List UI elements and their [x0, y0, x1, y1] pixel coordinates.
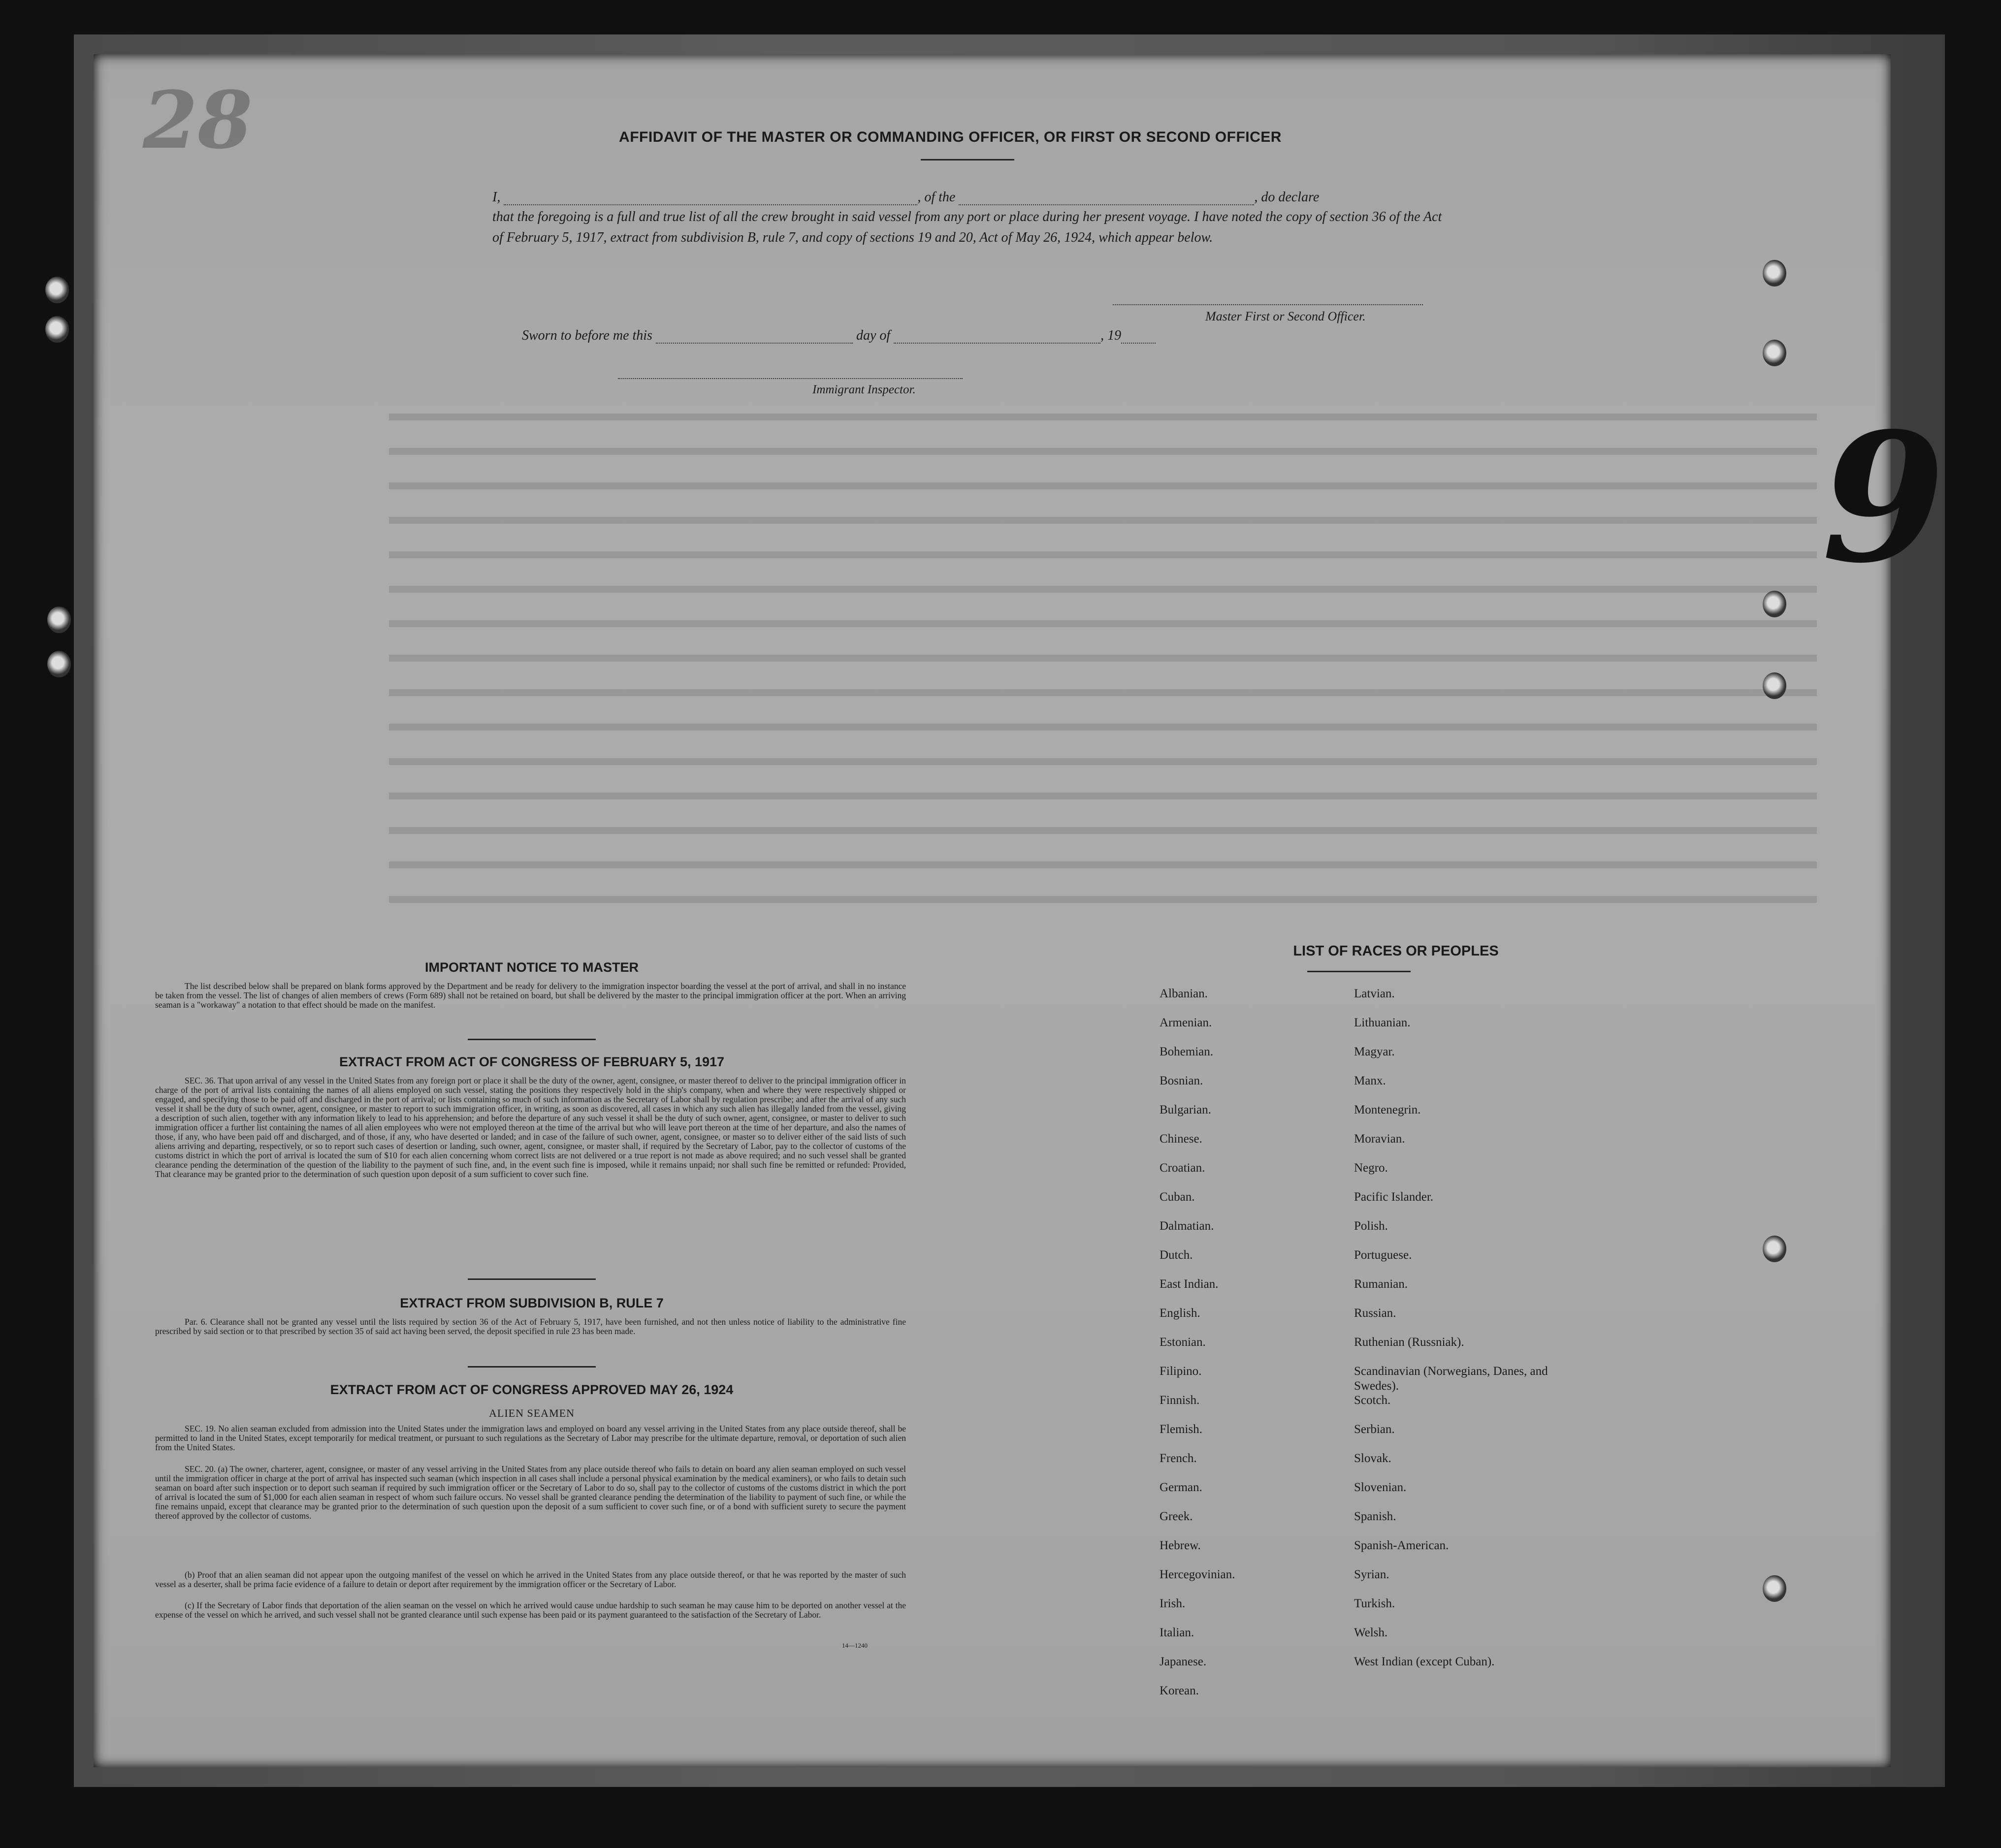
races-heading: LIST OF RACES OR PEOPLES [1293, 943, 1499, 959]
month-blank [894, 331, 1100, 344]
bleed-through-row [389, 414, 1817, 420]
binder-hole [1763, 591, 1786, 617]
race-item: Estonian. [1160, 1336, 1206, 1349]
affidavit-body: that the foregoing is a full and true list of all the crew brought in said vessel from any port or place during her present voyage. I have noted the copy of section 36 of the Act of February 5, 1917, extract from subdivision B, rule 7, and copy of sections 19 and 20, Act of May 26, 1924, which appear below. [492, 209, 1442, 245]
binder-hole [1763, 1236, 1786, 1262]
race-item: Bulgarian. [1160, 1103, 1211, 1116]
race-item: Lithuanian. [1354, 1016, 1411, 1029]
bleed-through-row [389, 655, 1817, 662]
sworn-text: Sworn to before me this [522, 328, 652, 343]
rule7-heading: EXTRACT FROM SUBDIVISION B, RULE 7 [400, 1296, 664, 1310]
race-item: Finnish. [1160, 1394, 1200, 1407]
race-item: Japanese. [1160, 1655, 1207, 1668]
race-item: Magyar. [1354, 1045, 1395, 1058]
vessel-blank [959, 192, 1254, 205]
affidavit-i: I, [492, 190, 501, 205]
race-item: Irish. [1160, 1597, 1186, 1610]
bleed-through-row [389, 896, 1817, 903]
inspector-signature-label: Immigrant Inspector. [812, 383, 916, 396]
race-item: Korean. [1160, 1684, 1199, 1697]
sworn-date-blank [656, 331, 853, 344]
races-column-2 [1354, 987, 1571, 1684]
binder-hole [45, 277, 69, 303]
name-blank [504, 192, 917, 205]
affidavit-declaration-line [492, 190, 1319, 205]
race-item: West Indian (except Cuban). [1354, 1655, 1495, 1668]
alien-seamen-subheading: ALIEN SEAMEN [489, 1407, 575, 1419]
binder-hole [1763, 1575, 1786, 1602]
race-item: English. [1160, 1306, 1200, 1320]
race-item: French. [1160, 1452, 1197, 1465]
race-item: Rumanian. [1354, 1277, 1408, 1291]
bleed-through-row [389, 827, 1817, 834]
binder-hole [45, 316, 69, 343]
bleed-through-row [389, 586, 1817, 593]
races-divider [1307, 971, 1411, 972]
race-item: Slovenian. [1354, 1481, 1407, 1494]
race-item: Serbian. [1354, 1423, 1395, 1436]
title-divider [921, 159, 1014, 160]
sec20c-text: (c) If the Secretary of Labor finds that deportation of the alien seaman on the vessel on which he arrived would cause undue hardship to such seaman he may cause him to be deported on another vessel at the expense of the vessel on which he arrived, and such vessel shall not be granted clearance until such expense has been paid or its payment guaranteed to the satisfaction of the Secretary of Labor. [155, 1600, 906, 1620]
race-item: Flemish. [1160, 1423, 1202, 1436]
bleed-through-row [389, 448, 1817, 455]
sec20b-text: (b) Proof that an alien seaman did not appear upon the outgoing manifest of the vessel on which he arrived in the United States from any place outside thereof, or that he was reported by the master of such vessel as a deserter, shall be prima facie evidence of a failure to detain or deport after requirement by the immigration officer or the Secretary of Labor. [155, 1570, 906, 1589]
bleed-through-row [389, 689, 1817, 696]
extract-1917-heading: EXTRACT FROM ACT OF CONGRESS OF FEBRUARY 5, 1917 [339, 1054, 725, 1069]
race-item: Armenian. [1160, 1016, 1212, 1029]
race-item: Hebrew. [1160, 1539, 1201, 1552]
race-item: German. [1160, 1481, 1202, 1494]
sworn-line [522, 328, 1156, 344]
race-item: Portuguese. [1354, 1248, 1412, 1262]
bleed-through-row [389, 517, 1817, 524]
race-item: Pacific Islander. [1354, 1190, 1434, 1204]
races-column-1 [1160, 987, 1347, 1713]
section-divider [468, 1039, 596, 1040]
binder-hole [47, 606, 71, 633]
day-of-text: day of [856, 328, 891, 343]
extract-1917-text: SEC. 36. That upon arrival of any vessel in the United States from any foreign port or place it shall be the duty of the owner, agent, consignee, or master thereof to deliver to the principal immigration officer in charge of the port of arrival lists containing the names of all aliens employed on such vessel, stating the positions they respectively hold in the ship's company, when and where they were respectively shipped or engaged, and specifying those to be paid off and discharged in the port of arrival; or lists containing so much of such information as the Secretary of Labor shall by regulation prescribe; and after the arrival of any such vessel it shall be the duty of such owner, agent, consignee, or master to report to such immigration officer, in writing, as soon as discovered, all cases in which any such alien has illegally landed from the vessel, giving a description of such alien, together with any information likely to lead to his apprehension; and before the departure of any such vessel it shall be the duty of such owner, agent, consignee, or master to deliver to such immigration officer a further list containing the names of all alien employees who were not employed thereon at the time of the arrival but who will leave port thereon at the time of her departure, and also the names of those, if any, who have been paid off and discharged, and of those, if any, who have deserted or landed; and in case of the failure of such owner, agent, consignee, or master so to deliver either of the said lists of such aliens arriving and departing, respectively, or so to report such cases of desertion or landing, such owner, agent, consignee, or master shall, if required by the Secretary of Labor, pay to the collector of customs of the customs district in which the port of arrival is located the sum of $10 for each alien concerning whom correct lists are not delivered or a true report is not made as above required; and no such vessel shall be granted clearance pending the determination of the question of the liability to the payment of such fine, and, in the event such fine is imposed, while it remains unpaid; nor shall such fine be remitted or refunded: Provided, That clearance may be granted prior to the determination of such question upon deposit of a sum sufficient to cover such fine. [155, 1076, 906, 1179]
race-item: Cuban. [1160, 1190, 1195, 1204]
bleed-through-row [389, 724, 1817, 731]
race-item: Montenegrin. [1354, 1103, 1421, 1116]
race-item: Italian. [1160, 1626, 1194, 1639]
bleed-through-row [389, 620, 1817, 627]
race-item: Welsh. [1354, 1626, 1388, 1639]
race-item: Manx. [1354, 1074, 1386, 1087]
race-item: Albanian. [1160, 987, 1208, 1000]
binder-hole [1763, 672, 1786, 699]
handwritten-folio-number: 9 [1822, 394, 1945, 602]
master-signature-line [1113, 304, 1423, 305]
race-item: Polish. [1354, 1219, 1388, 1233]
affidavit-of-the: , of the [917, 190, 956, 205]
sec19-text: SEC. 19. No alien seaman excluded from admission into the United States under the immigration laws and employed on board any vessel arriving in the United States from any place outside thereof, shall be permitted to land in the United States, except temporarily for medical treatment, or pursuant to such regulations as the Secretary of Labor may prescribe for the ultimate departure, removal, or deportation of such alien from the United States. [155, 1424, 906, 1452]
race-item: Moravian. [1354, 1132, 1405, 1146]
bleed-through-row [389, 793, 1817, 799]
extract-1924-heading: EXTRACT FROM ACT OF CONGRESS APPROVED MAY 26, 1924 [330, 1382, 734, 1397]
year-text: , 19 [1100, 328, 1122, 343]
section-divider [468, 1366, 596, 1368]
race-item: Spanish. [1354, 1510, 1396, 1523]
binder-hole [1763, 340, 1786, 366]
race-item: Spanish-American. [1354, 1539, 1449, 1552]
year-blank [1121, 331, 1156, 344]
binder-hole [47, 651, 71, 677]
bleed-through-row [389, 861, 1817, 868]
bleed-through-row [389, 758, 1817, 765]
race-item: East Indian. [1160, 1277, 1219, 1291]
section-divider [468, 1278, 596, 1280]
race-item: Bohemian. [1160, 1045, 1214, 1058]
race-item: Chinese. [1160, 1132, 1202, 1146]
race-item: Syrian. [1354, 1568, 1389, 1581]
race-item: Ruthenian (Russniak). [1354, 1336, 1464, 1349]
race-item: Dutch. [1160, 1248, 1193, 1262]
race-item: Slovak. [1354, 1452, 1391, 1465]
race-item: Dalmatian. [1160, 1219, 1214, 1233]
notice-heading: IMPORTANT NOTICE TO MASTER [425, 960, 639, 975]
bleed-through-row [389, 551, 1817, 558]
race-item: Bosnian. [1160, 1074, 1203, 1087]
race-item: Scandinavian (Norwegians, Danes, and Swedes). [1354, 1365, 1548, 1393]
master-signature-label: Master First or Second Officer. [1205, 309, 1366, 323]
affidavit-title: AFFIDAVIT OF THE MASTER OR COMMANDING OFFICER, OR FIRST OR SECOND OFFICER [619, 129, 1282, 145]
sec20a-text: SEC. 20. (a) The owner, charterer, agent, consignee, or master of any vessel arriving in the United States from any place outside thereof who fails to detain on board any alien seaman employed on such vessel until the immigration officer in charge at the port of arrival has inspected such seaman (which inspection in all cases shall include a personal physical examination by the medical examiners), or who fails to detain such seaman on board after such inspection or to deport such seaman if required by such immigration officer or the Secretary of Labor to do so, shall pay to the collector of customs of the customs district in which the port of arrival is located the sum of $1,000 for each alien seaman in respect of whom such failure occurs. No vessel shall be granted clearance pending the determination of the liability to payment of such fine, or while the fine remains unpaid, except that clearance may be granted prior to the determination of such question upon the deposit of a sum sufficient to cover such fine, or of a bond with sufficient surety to secure the payment thereof approved by the collector of customs. [155, 1464, 906, 1521]
race-item: Scotch. [1354, 1394, 1391, 1407]
race-item: Negro. [1354, 1161, 1388, 1175]
notice-text: The list described below shall be prepared on blank forms approved by the Department and be ready for delivery to the immigration inspector boarding the vessel at the port of arrival, and shall in no instance be taken from the vessel. The list of changes of alien members of crews (Form 689) shall not be retained on board, but shall be delivered by the master to the principal immigration officer at the port. When an arriving seaman is a "workaway" a notation to that effect should be made on the manifest. [155, 981, 906, 1010]
binder-hole [1763, 260, 1786, 287]
race-item: Hercegovinian. [1160, 1568, 1235, 1581]
race-item: Filipino. [1160, 1365, 1202, 1378]
rule7-text: Par. 6. Clearance shall not be granted any vessel until the lists required by section 36 of the Act of February 5, 1917, have been furnished, and not then unless notice of liability to the administrative fine prescribed by said section or to that prescribed by section 35 of said act having been served, the deposit specified in rule 23 has been made. [155, 1317, 906, 1336]
inspector-signature-line [618, 378, 963, 379]
affidavit-do-declare: , do declare [1254, 190, 1320, 205]
race-item: Croatian. [1160, 1161, 1205, 1175]
faint-stamp-mark: 28 [143, 74, 253, 166]
race-item: Latvian. [1354, 987, 1395, 1000]
race-item: Russian. [1354, 1306, 1396, 1320]
form-number: 14—1240 [842, 1642, 868, 1649]
race-item: Turkish. [1354, 1597, 1395, 1610]
bleed-through-row [389, 482, 1817, 489]
race-item: Greek. [1160, 1510, 1193, 1523]
